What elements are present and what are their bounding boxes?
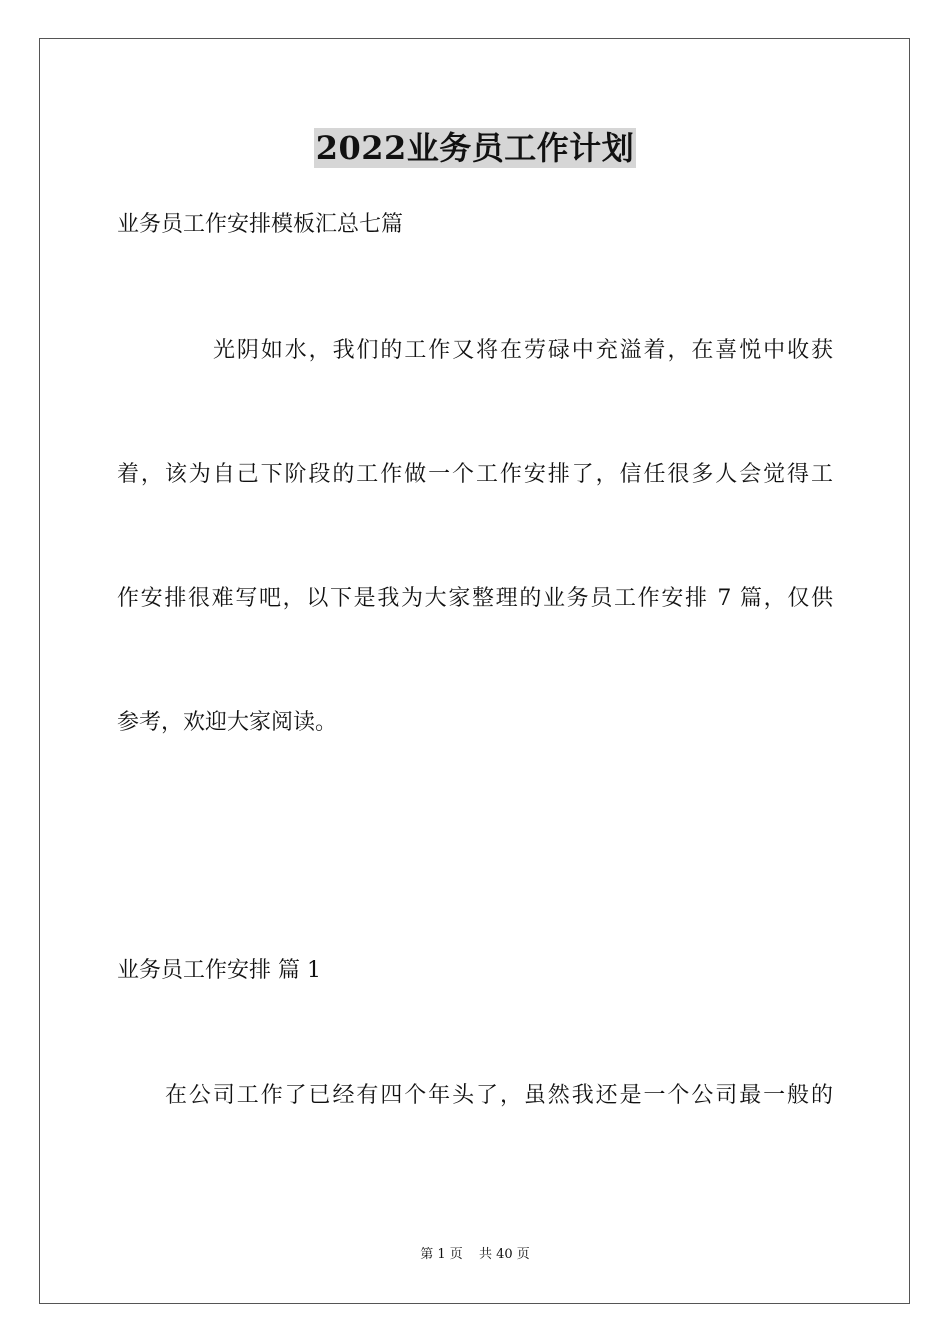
- document-title: 2022业务员工作计划: [315, 129, 635, 167]
- title-container: [0, 128, 950, 168]
- intro-line-1: 光阴如水，我们的工作又将在劳碌中充溢着，在喜悦中收获: [213, 338, 833, 363]
- section-first-line: 在公司工作了已经有四个年头了，虽然我还是一个公司最一般的: [165, 1083, 833, 1108]
- page-number: 第 1 页: [420, 1247, 463, 1262]
- intro-line-2: 着，该为自己下阶段的工作做一个工作安排了，信任很多人会觉得工: [117, 462, 833, 487]
- page-total: 共 40 页: [478, 1247, 530, 1262]
- document-subtitle: 业务员工作安排模板汇总七篇: [117, 212, 404, 237]
- intro-line-3: 作安排很难写吧，以下是我为大家整理的业务员工作安排 7 篇，仅供: [117, 586, 833, 611]
- intro-line-4: 参考，欢迎大家阅读。: [117, 710, 338, 735]
- page-footer: [0, 1246, 950, 1264]
- section-heading: 业务员工作安排 篇 1: [117, 958, 321, 983]
